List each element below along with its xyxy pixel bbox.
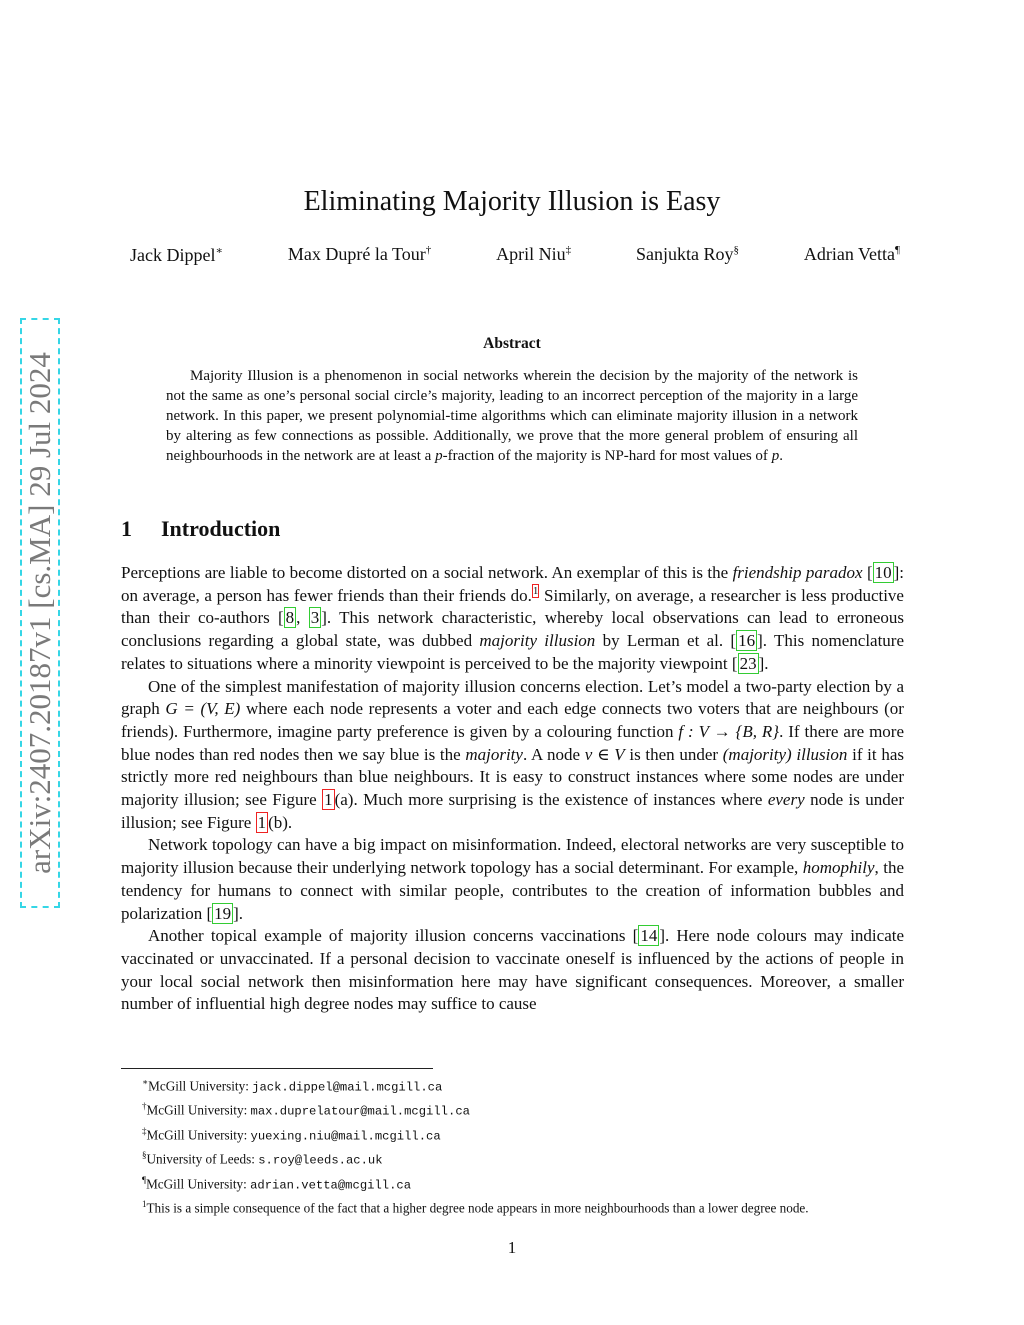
footnote-affiliation: ¶McGill University: adrian.vetta@mcgill.ca — [142, 1174, 412, 1192]
email-address: s.roy@leeds.ac.uk — [258, 1153, 383, 1168]
citation-link[interactable]: 16 — [738, 631, 756, 651]
introduction-body — [121, 562, 904, 1016]
math-inline: f : V → {B, R} — [678, 721, 780, 741]
citation-link[interactable]: 10 — [874, 563, 892, 582]
footnote-1: $^1$This is a simple consequence of the fact that a higher degree node appears in more neighbourhoods than a lower degree node. — [142, 1198, 809, 1216]
citation-link[interactable]: 19 — [214, 903, 232, 923]
arxiv-sidebar — [16, 318, 64, 908]
author-roy: Sanjukta Roy§ — [635, 244, 739, 264]
intro-paragraph-2: One of the simplest manifestation of majority illusion concerns election. Let’s model a two-party election by a graph G = (V, E) where each node represents a voter and each edge connects two voters that are neighbours (or friends). Furthermore, imagine party preference is given by a colouring function f : V → {B, R}. If there are more blue nodes than red nodes then we say blue is the majority. A node v ∈ V is then under (majority) illusion if it has strictly more red neighbours than blue neighbours. It is easy to construct instances where some nodes are under majority illusion; see Figure 1 (a). Much more surprising is the existence of instances where every node is under illusion; see Figure 1 (b). — [121, 676, 905, 832]
author-vetta: Adrian Vetta¶ — [803, 244, 900, 264]
arxiv-identifier[interactable]: arXiv:2407.20187v1 [cs.MA] 29 Jul 2024 — [20, 318, 60, 908]
author-list — [130, 244, 900, 266]
intro-paragraph-1: Perceptions are liable to become distorted on a social network. An exemplar of this is the friendship paradox [ 10 ]: on average, a person has fewer friends than their friends do.$^1$ Similarly, on average, a researcher is less productive than their co-authors [ 8 , 3 ]. This network characteristic, whereby local observations can lead to erroneous conclusions regarding a global state, was dubbed majority illusion by Lerman et al. [ 16 ]. This nomenclature relates to situations where a minority viewpoint is perceived to be the majority viewpoint [ 23 ]. — [121, 563, 905, 673]
footnote-affiliation: §University of Leeds: s.roy@leeds.ac.uk — [142, 1150, 383, 1168]
intro-paragraph-3: Network topology can have a big impact on misinformation. Indeed, electoral networks are very susceptible to majority illusion because their underlying network topology has a social determinant. For example, homophily, the tendency for humans to connect with similar people, contributes to the creation of information bubbles and polarization [ 19 ]. — [121, 835, 904, 923]
paper-title: Eliminating Majority Illusion is Easy — [303, 186, 721, 217]
email-address: adrian.vetta@mcgill.ca — [250, 1177, 412, 1192]
citation-link[interactable]: 14 — [640, 926, 658, 946]
footnote-divider — [121, 1068, 433, 1069]
citation-link[interactable]: 8 — [285, 608, 295, 628]
intro-paragraph-4: Another topical example of majority illusion concerns vaccinations [ 14 ]. Here node colours may indicate vaccinated or unvaccinated. If a personal decision to vaccinate oneself is influenced by the actions of people in your local social network then misinformation here may have significant consequences. Moreover, a smaller number of influential high degree nodes may suffice to cause — [121, 926, 905, 1014]
footnote-affiliation: ‡McGill University: yuexing.niu@mail.mcgill.ca — [142, 1125, 441, 1144]
math-inline: G = (V, E) — [165, 699, 241, 719]
math-inline: v ∈ V — [584, 744, 625, 764]
abstract-heading: Abstract — [483, 335, 541, 352]
citation-link[interactable]: 3 — [310, 608, 320, 628]
abstract-text: Majority Illusion is a phenomenon in social networks wherein the decision by the majority of the network is not the same as one’s personal social circle’s majority, leading to an incorrect perception of the majority in a large network. In this paper, we present polynomial-time algorithms which can eliminate majority illusion in a network by altering as few connections as possible. Additionally, we prove that the more general problem of ensuring all neighbourhoods in the network are at least a p-fraction of the majority is NP-hard for most values of p. — [166, 368, 858, 464]
author-dippel: Jack Dippel∗ — [130, 245, 223, 265]
section-heading-introduction: 1 Introduction — [121, 516, 281, 541]
footnote-link[interactable]: 1 — [532, 585, 539, 598]
email-address: jack.dippel@mail.mcgill.ca — [252, 1080, 443, 1095]
page-number: 1 — [507, 1238, 517, 1257]
author-dupre-la-tour: Max Dupré la Tour† — [287, 244, 432, 264]
footnotes — [121, 1073, 904, 1217]
author-niu: April Niu‡ — [496, 244, 572, 264]
citation-link[interactable]: 23 — [739, 653, 757, 673]
footnote-affiliation: ∗McGill University: jack.dippel@mail.mcgill.ca — [142, 1077, 443, 1095]
figure-link[interactable]: 1 — [257, 812, 267, 832]
email-address: yuexing.niu@mail.mcgill.ca — [250, 1129, 441, 1144]
figure-link[interactable]: 1 — [324, 790, 333, 810]
footnote-affiliation: †McGill University: max.duprelatour@mail.mcgill.ca — [142, 1101, 470, 1119]
email-address: max.duprelatour@mail.mcgill.ca — [250, 1104, 470, 1119]
